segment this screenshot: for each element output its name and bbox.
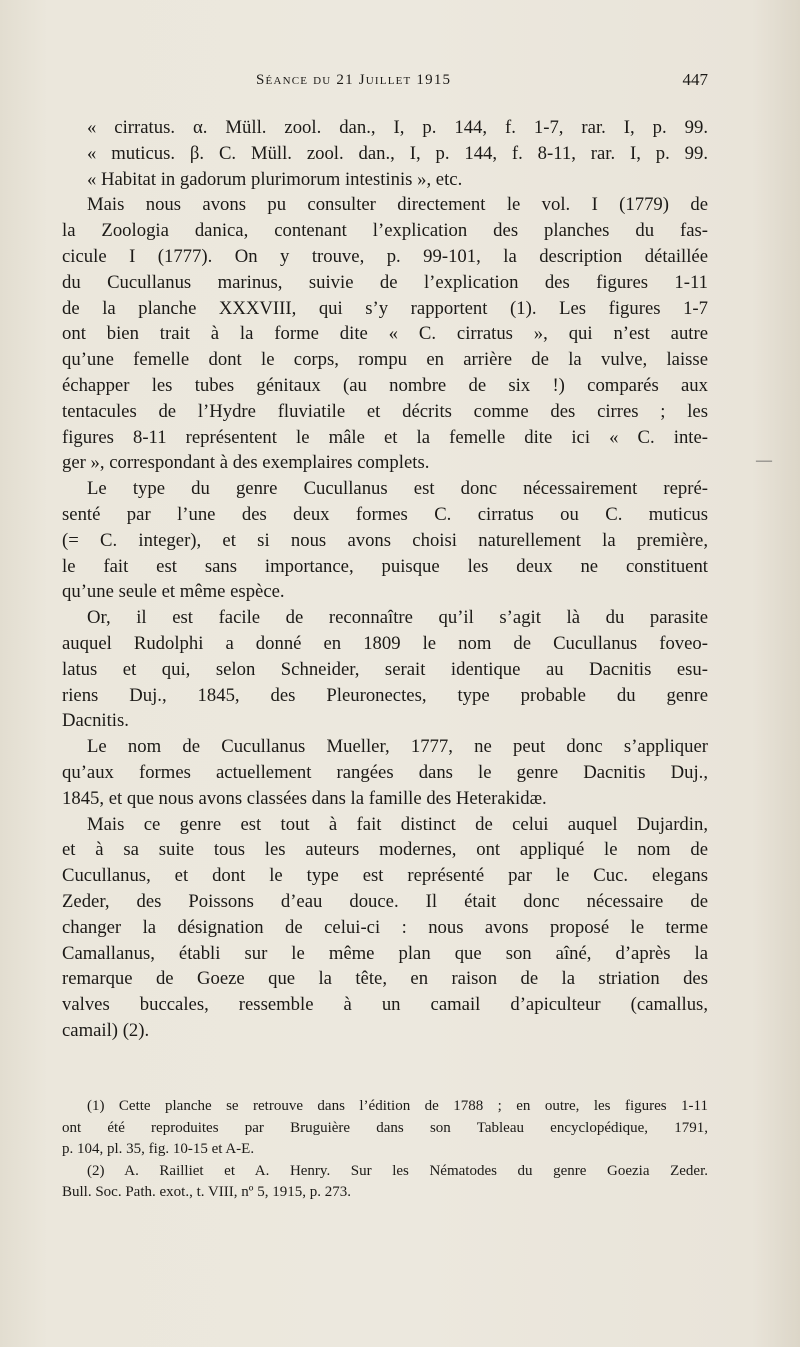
text-line: Cucullanus, et dont le type est représenté par le Cuc. elegans — [62, 865, 708, 887]
text-line: qu’une femelle dont le corps, rompu en arrière de la vulve, laisse — [62, 349, 708, 371]
margin-dash: — — [756, 452, 772, 469]
text-line: « cirratus. α. Müll. zool. dan., I, p. 144, f. 1-7, rar. I, p. 99. — [87, 117, 708, 138]
running-title: Séance du 21 Juillet 1915 — [256, 72, 452, 88]
text-line: tentacules de l’Hydre fluviatile et décrits comme des cirres ; les — [62, 400, 708, 422]
text-line: échapper les tubes génitaux (au nombre de six !) comparés aux — [62, 374, 708, 396]
text-line: ont bien trait à la forme dite « C. cirratus », qui n’est autre — [62, 323, 708, 345]
text-line: valves buccales, ressemble à un camail d’apiculteur (camallus, — [62, 994, 708, 1016]
text-line: figures 8-11 représentent le mâle et la femelle dite ici « C. inte- — [62, 426, 708, 448]
text-line: ger », correspondant à des exemplaires complets. — [62, 452, 430, 474]
text-line: qu’une seule et même espèce. — [62, 581, 285, 603]
main-text — [62, 115, 708, 1044]
text-line: le fait est sans importance, puisque les deux ne constituent — [62, 555, 708, 577]
page-header — [60, 70, 710, 100]
text-line: cicule I (1777). On y trouve, p. 99-101, la description détaillée — [62, 245, 708, 267]
text-line: auquel Rudolphi a donné en 1809 le nom de Cucullanus foveo- — [62, 632, 708, 654]
text-line: « Habitat in gadorum plurimorum intestinis », etc. — [87, 168, 463, 190]
footnote-line: Bull. Soc. Path. exot., t. VIII, nº 5, 1915, p. 273. — [62, 1184, 351, 1200]
text-line: Le nom de Cucullanus Mueller, 1777, ne peut donc s’appliquer — [87, 736, 708, 758]
text-line: senté par l’une des deux formes C. cirratus ou C. muticus — [62, 503, 708, 525]
text-line: la Zoologia danica, contenant l’explication des planches du fas- — [62, 220, 708, 242]
text-line: et à sa suite tous les auteurs modernes, ont appliqué le nom de — [62, 839, 708, 861]
text-line: qu’aux formes actuellement rangées dans le genre Dacnitis Duj., — [62, 761, 708, 783]
text-line: camail) (2). — [62, 1019, 150, 1041]
text-line: riens Duj., 1845, des Pleuronectes, type probable du genre — [62, 684, 708, 706]
text-line: Le type du genre Cucullanus est donc nécessairement repré- — [87, 478, 708, 500]
footnote-line: ont été reproduites par Bruguière dans son Tableau encyclopédique, 1791, — [62, 1119, 708, 1136]
text-line: du Cucullanus marinus, suivie de l’explication des figures 1-11 — [62, 271, 708, 293]
footnote-line: (1) Cette planche se retrouve dans l’édition de 1788 ; en outre, les figures 1-11 — [87, 1098, 708, 1114]
text-line: remarque de Goeze que la tête, en raison de la striation des — [62, 968, 708, 990]
text-line: Mais nous avons pu consulter directement le vol. I (1779) de — [87, 194, 708, 216]
footnotes — [62, 1096, 708, 1204]
text-line: Zeder, des Poissons d’eau douce. Il était donc nécessaire de — [62, 890, 708, 912]
page-number: 447 — [682, 70, 708, 89]
footnote-line: p. 104, pl. 35, fig. 10-15 et A-E. — [62, 1141, 255, 1157]
text-line: (= C. integer), et si nous avons choisi naturellement la première, — [62, 529, 708, 551]
text-line: latus et qui, selon Schneider, serait identique au Dacnitis esu- — [62, 658, 708, 680]
text-line: changer la désignation de celui-ci : nous avons proposé le terme — [62, 916, 708, 938]
footnote-line: (2) A. Railliet et A. Henry. Sur les Nématodes du genre Goezia Zeder. — [87, 1162, 708, 1179]
text-line: de la planche XXXVIII, qui s’y rapportent (1). Les figures 1-7 — [62, 297, 708, 319]
text-line: 1845, et que nous avons classées dans la famille des Heterakidæ. — [62, 787, 547, 809]
text-line: Camallanus, établi sur le même plan que son aîné, d’après la — [62, 942, 708, 964]
text-line: « muticus. β. C. Müll. zool. dan., I, p. 144, f. 8-11, rar. I, p. 99. — [87, 142, 708, 164]
text-line: Or, il est facile de reconnaître qu’il s’agit là du parasite — [87, 607, 708, 629]
text-line: Mais ce genre est tout à fait distinct de celui auquel Dujardin, — [87, 813, 708, 835]
text-line: Dacnitis. — [62, 710, 129, 732]
